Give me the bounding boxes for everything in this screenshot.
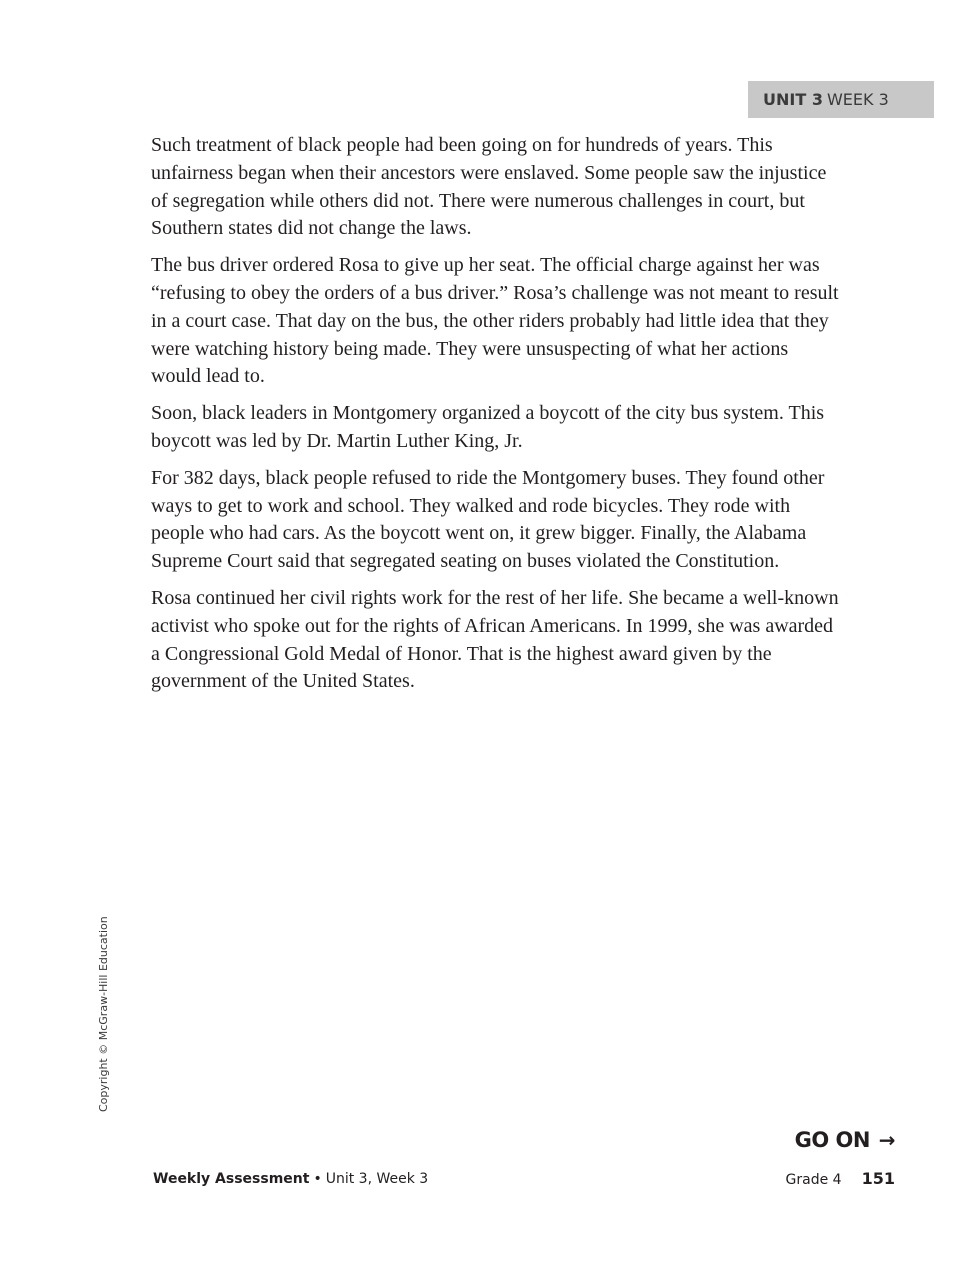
unit-label: UNIT 3 [763, 90, 823, 109]
bullet-separator: • [313, 1171, 322, 1187]
passage-paragraph: Rosa continued her civil rights work for the rest of her life. She became a well-known activist who spoke out for the rights of African Americans. In 1999, she was awarded a Congressional Gold Medal of Honor. That is the highest award given by the government of the United States. [151, 586, 839, 693]
passage-paragraph: Soon, black leaders in Montgomery organized a boycott of the city bus system. This boycott was led by Dr. Martin Luther King, Jr. [151, 402, 825, 452]
footer-assessment-info [153, 1171, 428, 1187]
week-label: WEEK 3 [826, 90, 889, 109]
grade-label: Grade 4 [785, 1172, 842, 1188]
unit-week-tab [748, 81, 934, 118]
reading-passage [151, 132, 841, 705]
go-on-indicator [795, 1128, 895, 1152]
passage-paragraph: Such treatment of black people had been going on for hundreds of years. This unfairness began when their ancestors were enslaved. Some people saw the injustice of segregation while others did not. There were numerous challenges in court, but Southern states did not change the laws. [151, 134, 827, 240]
arrow-right-icon: → [878, 1128, 895, 1152]
passage-paragraph: The bus driver ordered Rosa to give up her seat. The official charge against her was “refusing to obey the orders of a bus driver.” Rosa’s challenge was not meant to result in a court case. That day on the bus, the other riders probably had little idea that they were watching history being made. They were unsuspecting of what her actions would lead to. [151, 254, 839, 388]
unit-week-text: Unit 3, Week 3 [325, 1171, 429, 1187]
go-on-label: GO ON [794, 1128, 870, 1152]
copyright-notice: Copyright © McGraw-Hill Education [97, 916, 110, 1112]
passage-paragraph: For 382 days, black people refused to ride the Montgomery buses. They found other ways to get to work and school. They walked and rode bicycles. They rode with people who had cars. As the boycott went on, it grew bigger. Finally, the Alabama Supreme Court said that segregated seating on buses violated the Constitution. [151, 466, 825, 573]
page-number: 151 [861, 1169, 895, 1188]
footer-page-info [786, 1169, 895, 1188]
assessment-label: Weekly Assessment [153, 1171, 310, 1187]
